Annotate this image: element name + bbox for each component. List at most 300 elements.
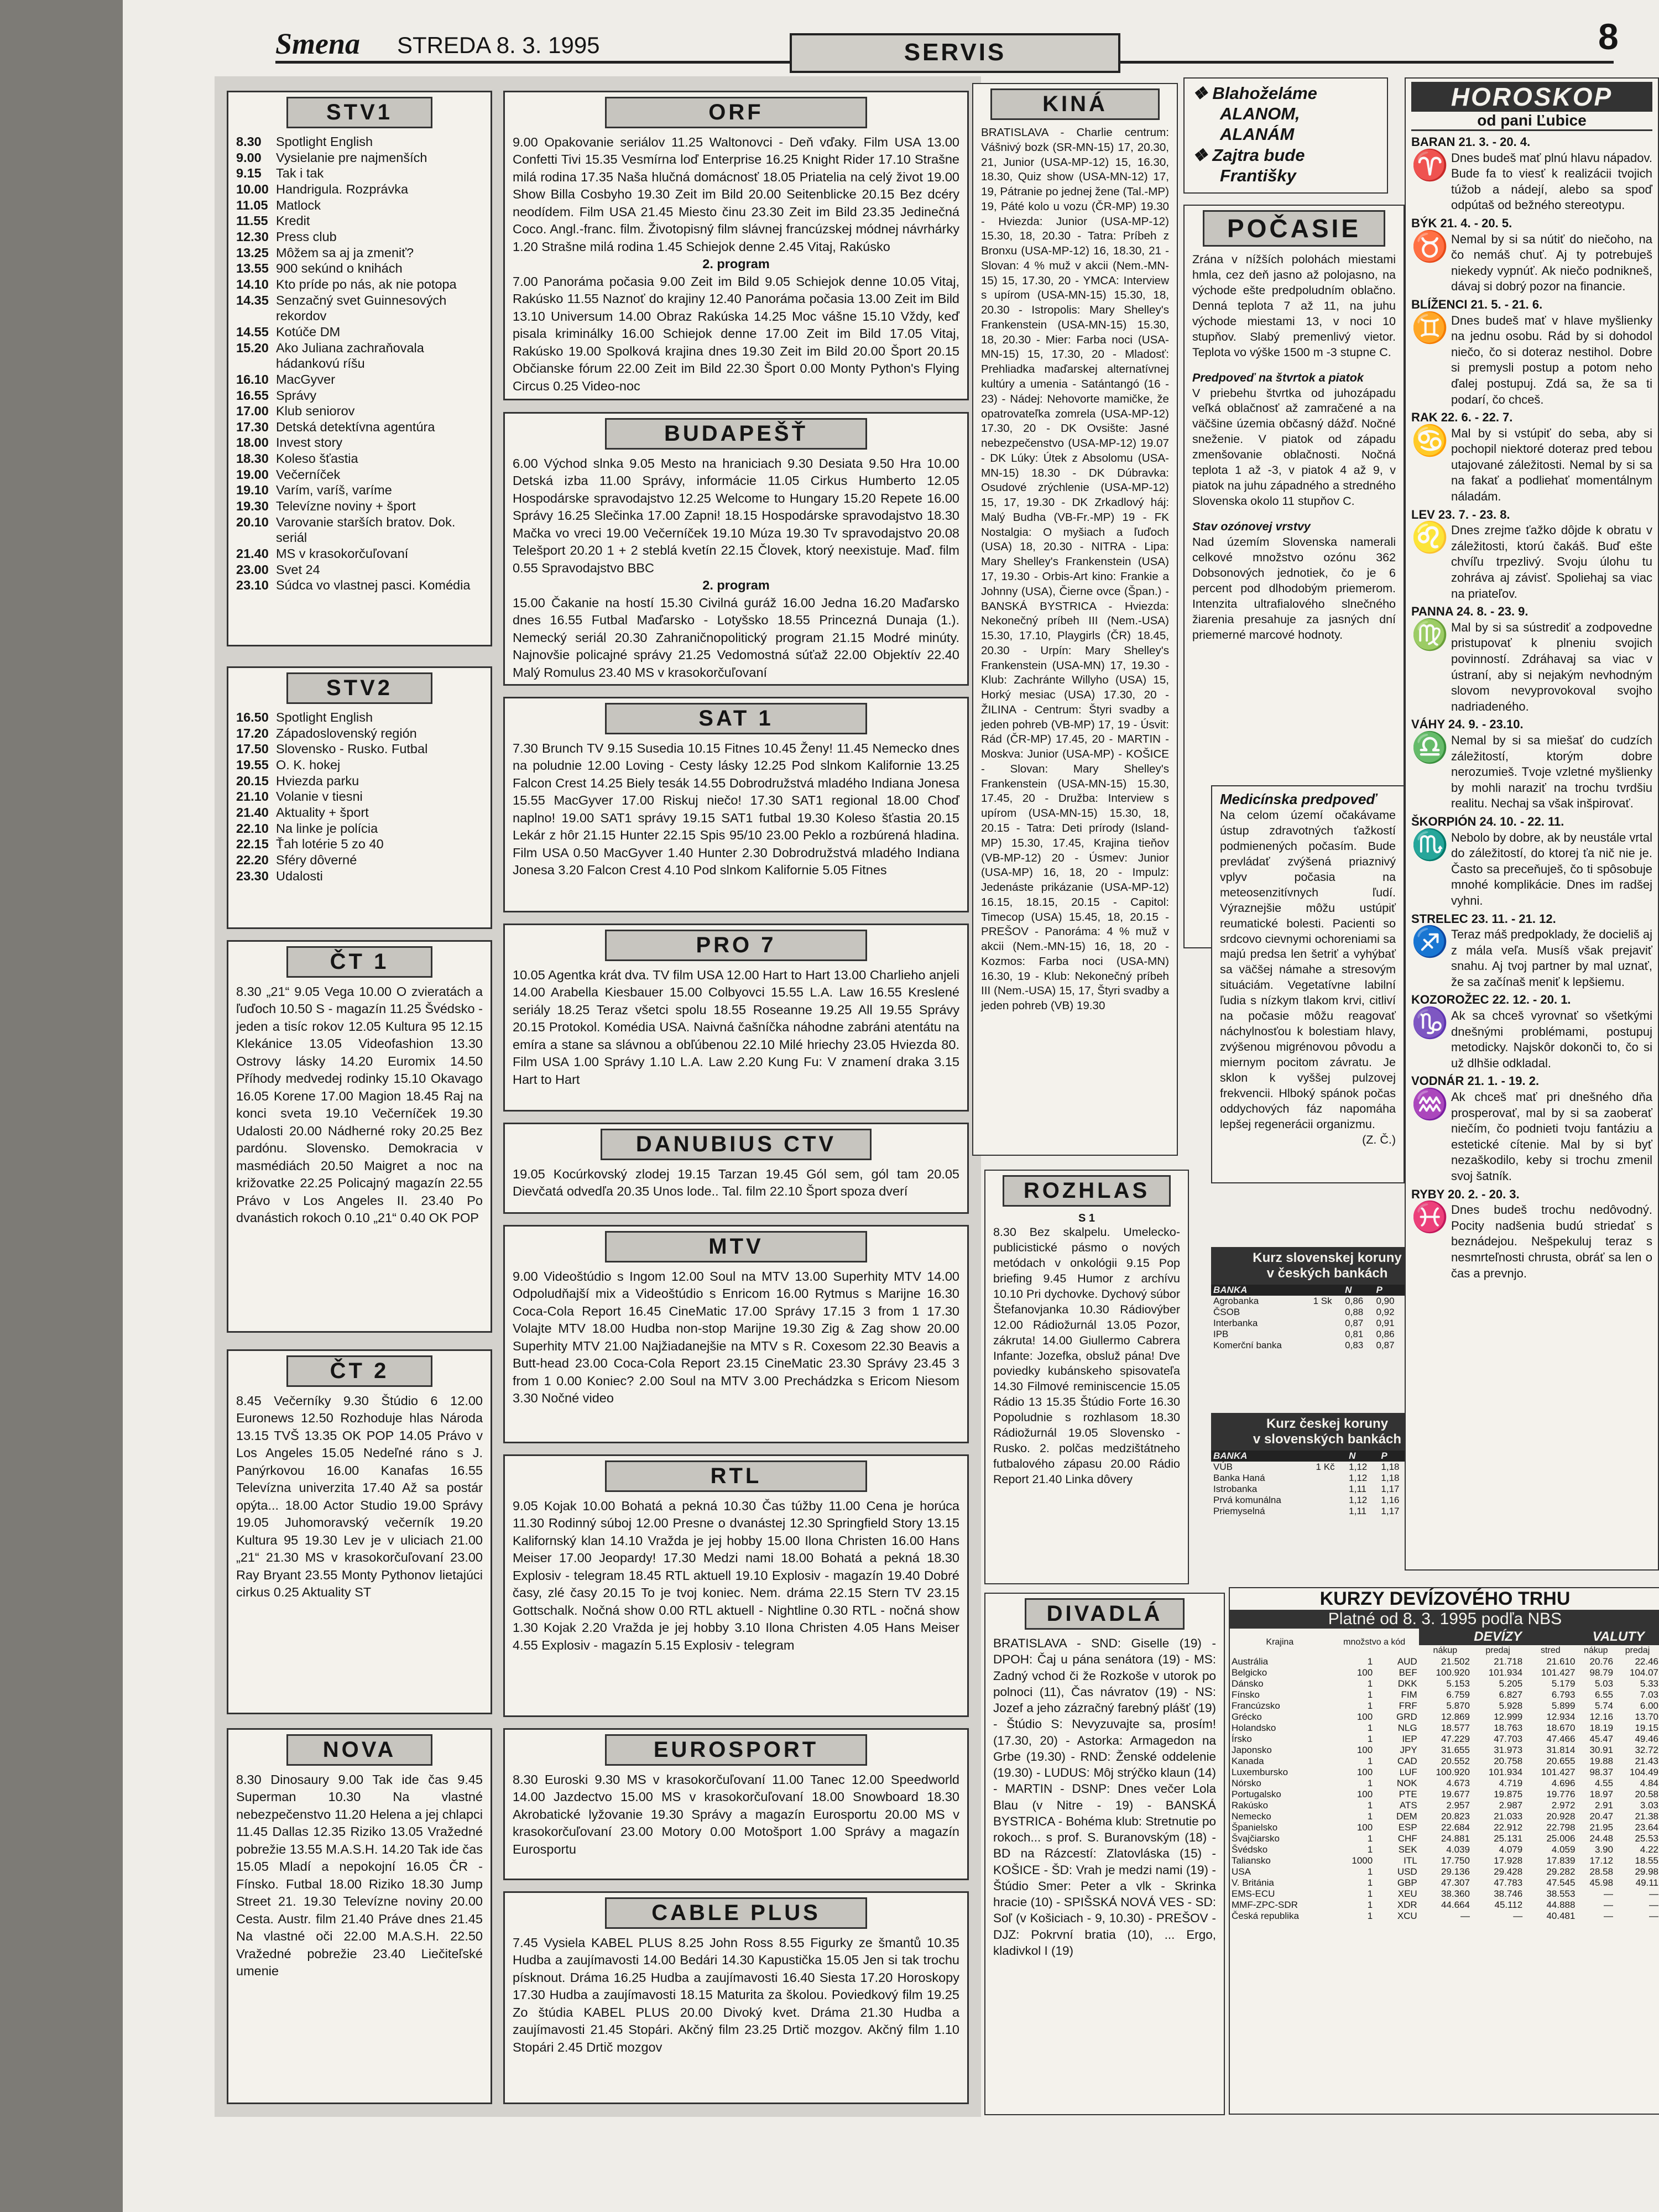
horoscope-sign-name: LEV 23. 7. - 23. 8. <box>1411 507 1510 521</box>
rates-cell: 0,91 <box>1376 1318 1395 1328</box>
schedule-time: 23.00 <box>236 562 269 577</box>
horoscope-body <box>1411 150 1652 213</box>
fx-cell: 1 <box>1367 1888 1373 1899</box>
ozone-heading: Stav ozónovej vrstvy <box>1192 520 1311 533</box>
schedule-time: 18.00 <box>236 435 269 450</box>
fx-subheader-cell: nákup <box>1583 1646 1608 1655</box>
schedule-time: 10.00 <box>236 181 269 196</box>
horoscope-body <box>1411 313 1652 408</box>
schedule-row <box>236 197 483 213</box>
bullet-icon: ❖ <box>1192 84 1213 103</box>
schedule-row <box>236 150 483 166</box>
fx-cell: 44.664 <box>1441 1900 1470 1910</box>
fx-cell: 100 <box>1357 1745 1373 1755</box>
fx-cell: 4.039 <box>1446 1844 1470 1855</box>
schedule-row <box>236 821 483 837</box>
schedule-show: Súdca vo vlastnej pasci. Komédia <box>276 578 471 593</box>
fx-cell: 4.696 <box>1551 1778 1575 1788</box>
schedule-row <box>236 324 483 340</box>
schedule-row <box>236 577 483 593</box>
fx-cell: 2.987 <box>1499 1800 1523 1811</box>
pro7-schedule: 10.05 Agentka krát dva. TV film USA 12.00 Hart to Hart 13.00 Charlieho anjeli 14.00 Arabella Kiesbauer 15.00 Colbyovci 15.55 L.A. Law 16.55 Kreslené seriály 18.25 Teraz všetci spolu 18.55 Roseanne 19.25 All 19.55 Správy 20.15 Protokol. Komédia USA. Naivná čašníčka náhodne zabráni atentátu na emíra a stane sa slávnou a obľúbenou 22.10 Milé hriechy 23.05 Hviezda 80. Film USA 1.00 Správy 1.10 L.A. Law 2.20 Kung Fu: V znamení draka 3.15 Hart to Hart <box>513 968 963 1087</box>
fx-cell: 98.79 <box>1589 1667 1614 1678</box>
fx-row <box>1230 1745 1659 1756</box>
fx-cell: 24.48 <box>1589 1833 1614 1844</box>
fx-cell: IEP <box>1402 1734 1417 1744</box>
horoscope-text: Dnes zrejme ťažko dôjde k obratu v záležitosti, ktorú čakáš. Buď ešte chvíľu trpezlivý. Svoju úlohu tu zohráva aj závisť. Spoliehaj sa viac na priateľov. <box>1451 523 1652 601</box>
schedule-row <box>236 498 483 514</box>
fx-cell: 45.47 <box>1589 1734 1614 1744</box>
aries-icon: ♈ <box>1411 148 1449 182</box>
fx-cell: DKK <box>1397 1678 1417 1689</box>
ozone-text: Nad územím Slovenska namerali celkové množstvo ozónu 362 Dobsonových jednotiek, čo je 6 percent pod dlhodobým priemerom. Intenzita ultrafialového slnečného žiarenia presahuje za jasných dní priemerné marcové hodnoty. <box>1192 535 1399 641</box>
fx-header-country: Krajina <box>1266 1637 1294 1647</box>
horoscope-entry <box>1411 1073 1652 1184</box>
rozhlas-box <box>984 1170 1189 1584</box>
horoscope-body <box>1411 830 1652 909</box>
fx-cell: 5.899 <box>1551 1700 1575 1711</box>
horoscope-entry <box>1411 814 1652 909</box>
horoscope-text: Nemal by si sa nútiť do niečoho, na čo nemáš chuť. Aj ty potrebuješ niekedy vypnúť. Ak niečo podnikneš, dávaj si dobrý pozor na financie. <box>1451 232 1652 294</box>
fx-cell: 20.58 <box>1635 1789 1658 1799</box>
horoscope-sign-name: BÝK 21. 4. - 20. 5. <box>1411 216 1512 230</box>
schedule-row <box>236 229 483 245</box>
fx-cell: 22.798 <box>1546 1822 1575 1833</box>
fx-cell: 1 <box>1367 1811 1373 1822</box>
fx-cell: XEU <box>1397 1888 1417 1899</box>
kina-box <box>972 83 1178 1156</box>
schedule-row <box>236 165 483 181</box>
horoscope-sign-name: VÁHY 24. 9. - 23.10. <box>1411 717 1524 732</box>
fx-cell: 47.229 <box>1441 1734 1470 1744</box>
fx-cell: 21.502 <box>1441 1656 1470 1667</box>
pisces-icon: ♓ <box>1411 1201 1449 1234</box>
horoscope-entry <box>1411 717 1652 812</box>
fx-subheader-cell: nákup <box>1433 1646 1458 1655</box>
pocasie-title: POČASIE <box>1203 210 1385 247</box>
fx-cell: BEF <box>1399 1667 1417 1678</box>
schedule-time: 19.00 <box>236 467 269 482</box>
fx-subheader-cell: predaj <box>1485 1646 1510 1655</box>
fx-cell: Švajčiarsko <box>1232 1833 1280 1844</box>
horoscope-text: Dnes budeš trochu nedôvodný. Pocity nadšenia budú striedať s beznádejou. Nešpekuluj teraz s nesmrteľnosti chrusta, obráť sa len o čas a prevnjo. <box>1451 1203 1652 1280</box>
fx-row <box>1230 1689 1659 1700</box>
horoscope-body <box>1411 426 1652 505</box>
medical-signature: (Z. Č.) <box>1362 1133 1396 1146</box>
fx-cell: 19.875 <box>1494 1789 1523 1799</box>
bullet-icon: ❖ <box>1192 145 1213 165</box>
schedule-row <box>236 372 483 388</box>
horoscope-text: Nebolo by dobre, ak by neustále vrtal do záležitostí, do ktorej ťa nič nie je. Často sa preceňuješ, čo ti spôsobuje mnohé komplikácie. Dnes im radšej vyhni. <box>1451 830 1652 907</box>
rates-cell <box>1314 1506 1347 1517</box>
horoscope-entry <box>1411 992 1652 1071</box>
stv2-box <box>227 666 492 929</box>
fx-cell: 5.928 <box>1499 1700 1523 1711</box>
fx-cell: Belgicko <box>1232 1667 1267 1678</box>
fx-cell: 100.920 <box>1436 1667 1470 1678</box>
fx-cell: 12.869 <box>1441 1712 1470 1722</box>
schedule-time: 11.05 <box>236 197 268 212</box>
rates-cell: 0,92 <box>1376 1307 1395 1317</box>
fx-header-valuty: VALUTY <box>1577 1629 1659 1645</box>
fx-box <box>1229 1587 1659 2115</box>
fx-row <box>1230 1822 1659 1833</box>
fx-cell: 1 <box>1367 1756 1373 1766</box>
schedule-show: MS v krasokorčuľovaní <box>276 546 409 561</box>
schedule-show: Detská detektívna agentúra <box>276 419 435 434</box>
schedule-show: Kredit <box>276 213 310 228</box>
fx-cell: ITL <box>1404 1855 1417 1866</box>
fx-cell: GBP <box>1397 1877 1417 1888</box>
schedule-show: Handrigula. Rozprávka <box>276 181 409 196</box>
schedule-time: 20.15 <box>236 773 269 788</box>
schedule-time: 22.20 <box>236 852 269 867</box>
rates-cell: Interbanka <box>1213 1318 1258 1328</box>
libra-icon: ♎ <box>1411 731 1449 764</box>
divadla-box <box>984 1593 1225 2115</box>
fx-cell: Grécko <box>1232 1712 1262 1722</box>
schedule-show: Spotlight English <box>276 710 373 724</box>
schedule-row <box>236 836 483 852</box>
rozhlas-title: ROZHLAS <box>1003 1175 1170 1207</box>
horoscope-body <box>1411 1089 1652 1185</box>
fx-cell: 6.793 <box>1551 1689 1575 1700</box>
fx-cell: Holandsko <box>1232 1723 1276 1733</box>
fx-cell: 1 <box>1367 1900 1373 1910</box>
horoscope-entry <box>1411 507 1652 602</box>
fx-cell: 5.870 <box>1446 1700 1470 1711</box>
fx-cell: 100 <box>1357 1667 1373 1678</box>
horoscope-sign-name: ŠKORPIÓN 24. 10. - 22. 11. <box>1411 814 1564 828</box>
rates-cell: 0,86 <box>1345 1296 1364 1306</box>
fx-cell: 100 <box>1357 1712 1373 1722</box>
fx-cell: 1 <box>1367 1844 1373 1855</box>
fx-cell: 4.55 <box>1594 1778 1614 1788</box>
budapest-schedule <box>513 455 963 681</box>
rates-cell <box>1311 1307 1343 1318</box>
horoscope-entry <box>1411 134 1652 213</box>
rates-cell <box>1314 1495 1347 1506</box>
fx-cell: 7.03 <box>1640 1689 1658 1700</box>
rates-cell: 0,87 <box>1345 1318 1364 1328</box>
schedule-show: Ako Juliana zachraňovala hádankovú ríšu <box>276 340 424 371</box>
fx-cell: 45.98 <box>1589 1877 1614 1888</box>
rates-cell: IPB <box>1213 1329 1229 1339</box>
fx-cell: — <box>1513 1911 1523 1921</box>
fx-cell: LUF <box>1399 1767 1417 1777</box>
fx-cell: 100 <box>1357 1767 1373 1777</box>
virgo-icon: ♍ <box>1411 618 1449 651</box>
fx-subheader-cell: stred <box>1541 1646 1561 1655</box>
fx-cell: 20.76 <box>1589 1656 1614 1667</box>
fx-cell: 44.888 <box>1546 1900 1575 1910</box>
mtv-title: MTV <box>605 1231 868 1262</box>
schedule-row <box>236 562 483 578</box>
schedule-show: 900 sekúnd o knihách <box>276 261 403 276</box>
horoscope-text: Dnes budeš mať v hlave myšlienky na jednu osobu. Rád by si dohodol niečo, čo si doteraz nestihol. Dobre si premysli postup a potom neho ďalej postupuj. Zdá sa, že sa ti podarí, čo chceš. <box>1451 313 1652 406</box>
aquarius-icon: ♒ <box>1411 1088 1449 1121</box>
horoscope-text: Ak chceš mať pri dnešného dňa prosperovať, mal by si sa zaoberať niečím, čo podnieti tvoju fantáziu a estetické cítenie. Mal by si byť nezaškodilo, keby si trochu zmenil svoj šatník. <box>1451 1090 1652 1183</box>
rates-header-cell: P <box>1374 1285 1405 1296</box>
schedule-time: 21.40 <box>236 546 269 561</box>
schedule-show: Správy <box>276 388 317 403</box>
rates-cell: 0,83 <box>1345 1340 1364 1350</box>
budapest-box <box>503 412 969 686</box>
fx-cell: 2.957 <box>1446 1800 1470 1811</box>
fx-cell: 22.684 <box>1441 1822 1470 1833</box>
fx-cell: 100 <box>1357 1789 1373 1799</box>
fx-cell: 12.999 <box>1494 1712 1523 1722</box>
divadla-title: DIVADLÁ <box>1025 1598 1184 1630</box>
schedule-row <box>236 276 483 293</box>
schedule-show: Kto príde po nás, ak nie potopa <box>276 276 457 291</box>
fx-cell: USD <box>1397 1866 1417 1877</box>
fx-cell: 31.973 <box>1494 1745 1523 1755</box>
rtl-schedule: 9.05 Kojak 10.00 Bohatá a pekná 10.30 Čas túžby 11.00 Cena je horúca 11.30 Rodinný súboj 12.00 Presne o dvanástej 12.30 Springfield Story 13.15 Kalifornský klan 14.10 Vražda je jej hobby 15.00 Ilona Christen 16.00 Hans Meiser 17.00 Jeopardy! 17.30 Medzi nami 18.00 Bohatá a pekná 18.30 Explosiv - telegram 18.45 RTL aktuell 19.10 Explosiv - magazín 19.40 Dobré časy, zlé časy 20.15 To je tvoj koniec. Nem. dráma 22.15 Stern TV 23.15 Gottschalk. Nočná show 0.00 RTL aktuell - Nightline 0.30 RTL - nočná show 1.30 Kojak 2.20 Vražda je jej hobby 3.10 Ilona Christen 4.05 Hans Meiser 4.55 Explosiv - magazín 5.15 Explosiv - telegram <box>513 1499 963 1652</box>
fx-cell: JPY <box>1400 1745 1417 1755</box>
fx-cell: 20.758 <box>1494 1756 1523 1766</box>
horoscope-body <box>1411 523 1652 602</box>
fx-cell: 47.466 <box>1546 1734 1575 1744</box>
fx-cell: 1 <box>1367 1866 1373 1877</box>
fx-row <box>1230 1888 1659 1900</box>
schedule-row <box>236 260 483 276</box>
schedule-time: 20.10 <box>236 514 269 529</box>
horoscope-sign-name: PANNA 24. 8. - 23. 9. <box>1411 604 1528 619</box>
schedule-time: 16.55 <box>236 388 269 403</box>
fx-cell: 101.934 <box>1488 1767 1523 1777</box>
sat1-schedule: 7.30 Brunch TV 9.15 Susedia 10.15 Fitnes 10.45 Ženy! 11.45 Nemecko dnes na poludnie 12.00 Loving - Cesty lásky 12.25 Pod slnkom Kalifornie 13.25 Falcon Crest 14.25 Biely tesák 14.55 Dobrodružstvá mladého Indiana Jonesa 15.55 MacGyver 17.00 Riskuj niečo! 17.30 SAT1 regional 18.00 Choď naplno! 19.00 SAT1 správy 19.15 SAT1 futbal 19.30 Koleso šťastia 20.15 Lekár z hôr 21.15 Hunter 22.15 Spis 95/10 23.00 Peklo a rozbúrená hladina. Film USA 0.50 MacGyver 1.40 Hunter 2.30 Dobrodružstvá mladého Indiana Jonesa 3.20 Falcon Crest 4.10 Pod slnkom Kalifornie 5.05 Fitnes <box>513 741 963 878</box>
rates-cell <box>1311 1340 1343 1351</box>
fx-cell: Japonsko <box>1232 1745 1272 1755</box>
budapest-subheading: 2. program <box>702 578 770 593</box>
page-number: 8 <box>1598 16 1619 57</box>
fx-cell: 22.912 <box>1494 1822 1523 1833</box>
fx-cell: 23.64 <box>1635 1822 1658 1833</box>
fx-cell: 38.553 <box>1546 1888 1575 1899</box>
schedule-time: 14.55 <box>236 324 269 339</box>
fx-cell: 1 <box>1367 1734 1373 1744</box>
fx-header-devizy: DEVÍZY <box>1419 1629 1577 1645</box>
divadla-listing: BRATISLAVA - SND: Giselle (19) - DPOH: Čaj u pána senátora (19) - MS: Zadný vchod či že Rozkoše v utorok po polnoci (11), Čas návratov (19) - NS: Jozef a jeho zázračný farebný plášť (19) - Štúdio S: Nevyzuvajte sa, prosím! (17.30, 20) - Astorka: Armagedon na Grbe (19.30) - RND: Ženské oddelenie (19.30) - LUDUS: Môj strýčko klaun (14) - MARTIN - DSNP: Dnes večer Lola Blau (v Nitre - 19) - BANSKÁ BYSTRICA - Bohéma klub: Stretnutie po rokoch... s prof. S. Buranovským (18) - BD na Rázcestí: Zlatovláska (15) - KOŠICE - ŠD: Vrah je medzi nami (19) - Štúdio Smer: Peter a vlk - Skrinka hracie (10) - SPIŠSKÁ NOVÁ VES - SD: Soľ (v Košiciach - 9, 10.30) - PREŠOV - DJZ: Pokrvní bratia (10), ... Ergo, kladivkol I (19) <box>993 1636 1220 1958</box>
fx-cell: SEK <box>1398 1844 1417 1855</box>
fx-cell: XCU <box>1397 1911 1417 1921</box>
fx-cell: — <box>1649 1911 1658 1921</box>
fx-cell: 6.759 <box>1446 1689 1470 1700</box>
fx-cell: XDR <box>1397 1900 1417 1910</box>
fx-cell: 5.205 <box>1499 1678 1523 1689</box>
schedule-time: 11.55 <box>236 213 268 228</box>
horoscope-sign-name: RYBY 20. 2. - 20. 3. <box>1411 1187 1520 1201</box>
ct2-box <box>227 1349 492 1714</box>
rates-cell: 0,81 <box>1345 1329 1364 1339</box>
rates-cell: Istrobanka <box>1213 1484 1258 1494</box>
rates-cell: Banka Haná <box>1213 1473 1265 1483</box>
fx-cell: 4.84 <box>1640 1778 1658 1788</box>
fx-cell: Kanada <box>1232 1756 1264 1766</box>
schedule-show: Slovensko - Rusko. Futbal <box>276 742 428 757</box>
schedule-row <box>236 805 483 821</box>
rates-cell: 1,18 <box>1381 1462 1400 1472</box>
schedule-show: O. K. hokej <box>276 757 341 772</box>
fx-cell: MMF-ZPC-SDR <box>1232 1900 1298 1910</box>
mtv-box <box>503 1225 969 1443</box>
horoscope-body <box>1411 229 1652 295</box>
nova-title: NOVA <box>286 1734 433 1766</box>
schedule-time: 21.10 <box>236 789 269 804</box>
fx-cell: 5.03 <box>1594 1678 1614 1689</box>
horoscope-text: Nemal by si sa miešať do cudzích záležitostí, ktorým dobre nerozumieš. Tvoje vzletné myšlienky by mohli naraziť na trochu tvrdšiu realitu. Nechaj sa však inšpirovať. <box>1451 733 1652 811</box>
capricorn-icon: ♑ <box>1411 1006 1449 1040</box>
fx-cell: 18.97 <box>1589 1789 1614 1799</box>
fx-cell: 13.70 <box>1635 1712 1658 1722</box>
schedule-time: 9.00 <box>236 150 262 165</box>
fx-header-row <box>1230 1629 1659 1645</box>
fx-cell: 4.079 <box>1499 1844 1523 1855</box>
fx-cell: 5.153 <box>1446 1678 1470 1689</box>
fx-cell: 18.763 <box>1494 1723 1523 1733</box>
fx-row <box>1230 1778 1659 1789</box>
rozhlas-schedule: 8.30 Bez skalpelu. Umelecko-publicistické pásmo o nových metódach v onkológii 9.15 Pop briefing 9.45 Humor z archívu 10.10 Pri dychovke. Dychový súbor Štefanovjanka 10.30 Rádiovýber 12.00 Rádiožurnál 13.05 Pozor, zákruta! 14.00 Giullermo Cabrera Infante: Jozefka, obsluž pána! Dve poviedky kubánskeho spisovateľa 14.30 Filmové reminiscencie 15.05 Rádio 13 15.35 Štúdio Forte 16.30 Popoludnie s rozhlasom 18.30 Rádiožurnál 19.05 Slovensko - Rusko. 2. polčas medzištátneho futbalového zápasu 20.00 Rádio Report 21.40 Linka dôvery <box>993 1225 1183 1486</box>
fx-cell: Švédsko <box>1232 1844 1268 1855</box>
czk-rates-title: Kurz českej koruny v slovenských bankách <box>1211 1413 1443 1451</box>
fx-cell: Francúzsko <box>1232 1700 1280 1711</box>
medical-title: Medicínska predpoveď <box>1220 791 1377 807</box>
kina-title: KINÁ <box>990 88 1159 120</box>
fx-cell: 3.90 <box>1594 1844 1614 1855</box>
fx-cell: 20.552 <box>1441 1756 1470 1766</box>
fx-cell: 19.776 <box>1546 1789 1575 1799</box>
orf-program-2: 7.00 Panoráma počasia 9.00 Zeit im Bild 9.05 Schiejok denne 10.05 Vitaj, Rakúsko 11.55 Naznoť do krajiny 12.40 Panoráma počasia 13.00 Zeit im Bild 13.10 Universum 14.00 Obraz Rakúska 14.25 Moc vášne 15.10 Vždy, keď pisala kriminálky 16.00 Schiejok denne 17.00 Zeit im Bild 17.05 Vitaj, Rakúsko 19.00 Spolková krajina dnes 19.30 Zeit im Bild 20.00 Šport 20.15 Občianske fórum 22.00 Zeit im Bild 22.30 Šport 0.00 Monty Python's Flying Circus 0.25 Video-noc <box>513 274 963 393</box>
schedule-show: Vysielanie pre najmenších <box>276 150 427 165</box>
fx-cell: 101.427 <box>1541 1767 1575 1777</box>
rozhlas-station: S 1 <box>1078 1212 1095 1224</box>
fx-cell: GRD <box>1396 1712 1417 1722</box>
schedule-time: 19.30 <box>236 499 269 514</box>
fx-cell: 19.88 <box>1589 1756 1614 1766</box>
fx-cell: 6.00 <box>1640 1700 1658 1711</box>
fx-cell: 18.55 <box>1635 1855 1658 1866</box>
rates-cell: 0,87 <box>1376 1340 1395 1350</box>
horoscope-entry <box>1411 297 1652 408</box>
fx-cell: 31.655 <box>1441 1745 1470 1755</box>
schedule-time: 17.30 <box>236 419 269 434</box>
schedule-time: 23.10 <box>236 578 269 593</box>
scorpio-icon: ♏ <box>1411 828 1449 862</box>
fx-header-qty: množstvo a kód <box>1343 1637 1406 1647</box>
fx-cell: 1 <box>1367 1911 1373 1921</box>
schedule-show: Udalosti <box>276 868 323 883</box>
schedule-time: 22.10 <box>236 821 269 836</box>
fx-cell: Nórsko <box>1232 1778 1261 1788</box>
fx-cell: 29.282 <box>1546 1866 1575 1877</box>
nova-box <box>227 1728 492 2104</box>
horoscope-body <box>1411 927 1652 990</box>
fx-cell: 1 <box>1367 1689 1373 1700</box>
rates-cell: 1,18 <box>1381 1473 1400 1483</box>
fx-cell: Česká republika <box>1232 1911 1299 1921</box>
issue-date: STREDA 8. 3. 1995 <box>397 32 600 58</box>
cancer-icon: ♋ <box>1411 424 1449 457</box>
horoscope-sign-name: BLÍŽENCI 21. 5. - 21. 6. <box>1411 297 1543 311</box>
horoscope-body <box>1411 620 1652 715</box>
fx-cell: 12.934 <box>1546 1712 1575 1722</box>
stv2-title: STV2 <box>286 672 433 704</box>
fx-cell: 4.22 <box>1640 1844 1658 1855</box>
fx-cell: 101.427 <box>1541 1667 1575 1678</box>
fx-row <box>1230 1811 1659 1822</box>
fx-cell: — <box>1649 1888 1658 1899</box>
fx-row <box>1230 1656 1659 1667</box>
schedule-row <box>236 514 483 546</box>
ct2-schedule: 8.45 Večerníky 9.30 Štúdio 6 12.00 Euronews 12.50 Rozhoduje hlas Národa 13.15 TVŠ 13.35 OK POP 14.05 Právo v Los Angeles 15.05 Nedeľné ráno s J. Panýrkovou 16.00 Kanafas 16.55 Televízna univerzita 17.40 Až sa postár opýta... 18.00 Actor Studio 19.00 Správy 19.05 Juhomoravský večerník 19.20 Kultura 95 19.30 Lev je v uliciach 21.00 „21“ 21.30 MS v krasokorčuľovaní 23.00 Ray Bryant 23.55 Monty Pythonov lietajúci cirkus 0.25 Aktuality ST <box>236 1394 487 1600</box>
fx-cell: — <box>1649 1900 1658 1910</box>
schedule-row <box>236 293 483 324</box>
schedule-row <box>236 451 483 467</box>
fx-cell: 29.428 <box>1494 1866 1523 1877</box>
rates-cell: Agrobanka <box>1213 1296 1259 1306</box>
rates-header-cell: BANKA <box>1211 1451 1347 1462</box>
fx-cell: 1 <box>1367 1700 1373 1711</box>
fx-row <box>1230 1866 1659 1877</box>
rates-cell: 0,86 <box>1376 1329 1395 1339</box>
orf-subheading: 2. program <box>702 257 770 272</box>
fx-row <box>1230 1844 1659 1855</box>
fx-cell: V. Británia <box>1232 1877 1274 1888</box>
horoscope-text: Dnes budeš mať plnú hlavu nápadov. Bude fa to viesť k realizácii tvojich túžob a nádejí, alebo sa spoď odpútaš od bežného stereotypu. <box>1451 150 1652 212</box>
budapest-program-2: 15.00 Čakanie na hostí 15.30 Civilná guráž 16.00 Jedna 16.20 Maďarsko dnes 16.55 Futbal Maďarsko - Lotyšsko 18.55 Princezná Dunaja (1.). Nemecký seriál 20.30 Zahraničnopolitický program 21.15 Modré minúty. Najnovšie policajné správy 21.25 Vedomostná súťaž 22.00 Objektív 22.40 Malý Romulus 23.40 MS v krasokorčuľovaní <box>513 595 963 680</box>
schedule-row <box>236 709 483 726</box>
fx-cell: Fínsko <box>1232 1689 1260 1700</box>
schedule-show: Koleso šťastia <box>276 451 358 466</box>
sat1-box <box>503 697 969 912</box>
rates-cell: 1,11 <box>1349 1506 1366 1516</box>
fx-cell: 98.37 <box>1589 1767 1614 1777</box>
schedule-time: 22.15 <box>236 837 269 852</box>
schedule-show: Ťah lotérie 5 zo 40 <box>276 837 384 852</box>
schedule-row <box>236 482 483 498</box>
fx-row <box>1230 1767 1659 1778</box>
danubius-box <box>503 1123 969 1214</box>
schedule-row <box>236 340 483 372</box>
rates-cell: 1,17 <box>1381 1506 1400 1516</box>
rates-cell <box>1311 1318 1343 1329</box>
horoskop-subtitle: od pani Ľubice <box>1411 112 1652 131</box>
fx-row <box>1230 1678 1659 1689</box>
stv2-schedule <box>236 709 483 884</box>
nameday-line-2: ALANOM, <box>1220 104 1300 124</box>
fx-cell: 104.49 <box>1630 1767 1658 1777</box>
danubius-schedule: 19.05 Kocúrkovský zlodej 19.15 Tarzan 19.45 Gól sem, gól tam 20.05 Dievčatá odvedľa 20.35 Unos lode.. Tal. film 22.10 Šport spoza dverí <box>513 1167 963 1199</box>
rates-cell: 1,17 <box>1381 1484 1400 1494</box>
danubius-title: DANUBIUS CTV <box>601 1129 872 1160</box>
horoscope-body <box>1411 733 1652 812</box>
schedule-show: Senzačný svet Guinnesových rekordov <box>276 293 447 324</box>
taurus-icon: ♉ <box>1411 229 1449 263</box>
horoscope-text: Mal by si vstúpiť do seba, aby si pochopil niektoré doteraz pred tebou utajované záležitosti. Nemal by si sa na fakať a podliehať momentálnym náladám. <box>1451 426 1652 504</box>
fx-cell: 21.610 <box>1546 1656 1575 1667</box>
fx-row <box>1230 1756 1659 1767</box>
horoscope-entry <box>1411 216 1652 295</box>
schedule-show: Aktuality + šport <box>276 805 369 820</box>
nova-schedule: 8.30 Dinosaury 9.00 Tak ide čas 9.45 Superman 10.30 Na vlastné nebezpečenstvo 11.20 Helena a jej chlapci 11.45 Dallas 12.35 Riziko 13.05 Vražedné pobrežie 13.55 M.A.S.H. 14.20 Tak ide čas 15.05 Mladí a nepokojní 16.05 ČR - Fínsko. Futbal 18.00 Riziko 18.30 Jump Street 21. 19.30 Televízne noviny 20.00 Cesta. Austr. film 21.40 Práve dnes 21.45 Na vlastné oči 22.00 M.A.S.H. 22.50 Vražedné pobrežie 23.40 Liečiteľské umenie <box>236 1772 487 1979</box>
fx-cell: 2.91 <box>1594 1800 1614 1811</box>
fx-cell: PTE <box>1399 1789 1417 1799</box>
fx-subtitle: Platné od 8. 3. 1995 podľa NBS <box>1230 1610 1659 1629</box>
schedule-row <box>236 419 483 435</box>
fx-cell: 100 <box>1357 1822 1373 1833</box>
schedule-row <box>236 789 483 805</box>
